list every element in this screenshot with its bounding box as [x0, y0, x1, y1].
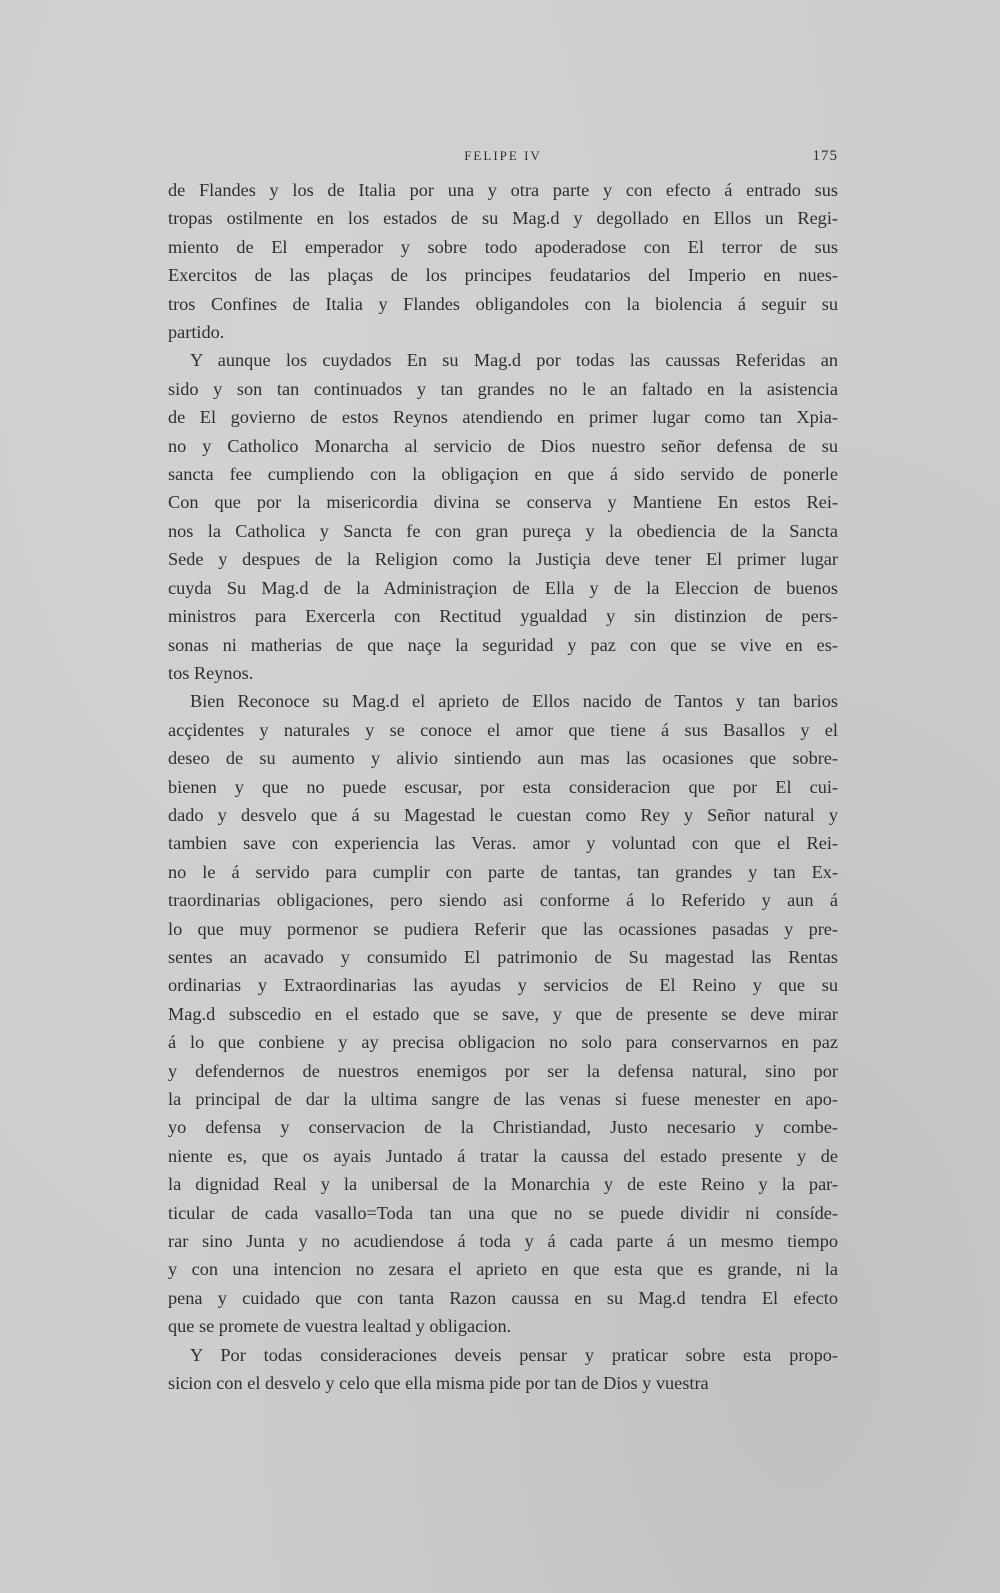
text-line: sonas ni matherias de que naçe la seguridad y paz con que se vive en es-: [168, 634, 838, 655]
text-line: nos la Catholica y Sancta fe con gran pureça y la obediencia de la Sancta: [168, 520, 838, 541]
text-line: tambien save con experiencia las Veras. amor y voluntad con que el Rei-: [168, 833, 838, 854]
text-line: Mag.d subscedio en el estado que se save, y que de presente se deve mirar: [168, 1003, 838, 1024]
text-line: Con que por la misericordia divina se conserva y Mantiene En estos Rei-: [168, 492, 838, 513]
text-line: ministros para Exercerla con Rectitud ygualdad y sin distinzion de pers-: [168, 606, 838, 627]
text-line: Bien Reconoce su Mag.d el aprieto de Ellos nacido de Tantos y tan barios: [190, 691, 838, 712]
text-line: niente es, que os ayais Juntado á tratar la caussa del estado presente y de: [168, 1145, 838, 1166]
text-line: Y aunque los cuydados En su Mag.d por todas las caussas Referidas an: [190, 350, 838, 371]
text-line: ticular de cada vasallo=Toda tan una que no se puede dividir ni consíde-: [168, 1202, 838, 1223]
text-line: sancta fee cumpliendo con la obligaçion en que á sido servido de ponerle: [168, 464, 838, 485]
text-line: Y Por todas consideraciones deveis pensar y praticar sobre esta propo-: [190, 1344, 838, 1365]
text-line: no y Catholico Monarcha al servicio de Dios nuestro señor defensa de su: [168, 435, 838, 456]
text-line: bienen y que no puede escusar, por esta consideracion que por El cui-: [168, 776, 838, 797]
text-line: y con una intencion no zesara el aprieto en que esta que es grande, ni la: [168, 1259, 838, 1280]
text-line: tros Confines de Italia y Flandes obligandoles con la biolencia á seguir su: [168, 293, 838, 314]
text-line: sentes an acavado y consumido El patrimonio de Su magestad las Rentas: [168, 946, 838, 967]
text-line: ordinarias y Extraordinarias las ayudas y servicios de El Reino y que su: [168, 975, 838, 996]
paragraph: [168, 176, 838, 346]
text-line: cuyda Su Mag.d de la Administraçion de Ella y de la Eleccion de buenos: [168, 577, 838, 598]
body-text: [168, 176, 838, 1397]
text-line: yo defensa y conservacion de la Christiandad, Justo necesario y combe-: [168, 1117, 838, 1138]
paragraph: [168, 346, 838, 687]
paragraph: [168, 1341, 838, 1398]
page-number: 175: [812, 148, 838, 164]
text-line: sido y son tan continuados y tan grandes no le an faltado en la asistencia: [168, 378, 838, 399]
text-line: no le á servido para cumplir con parte de tantas, tan grandes y tan Ex-: [168, 861, 838, 882]
text-line: á lo que conbiene y ay precisa obligacion no solo para conservarnos en paz: [168, 1032, 838, 1053]
text-line: y defendernos de nuestros enemigos por ser la defensa natural, sino por: [168, 1060, 838, 1081]
text-line: la dignidad Real y la unibersal de la Monarchia y de este Reino y la par-: [168, 1174, 838, 1195]
running-title: FELIPE IV: [464, 148, 542, 163]
text-line: miento de El emperador y sobre todo apoderadose con El terror de sus: [168, 236, 838, 257]
text-line: rar sino Junta y no acudiendose á toda y á cada parte á un mesmo tiempo: [168, 1231, 838, 1252]
text-line: deseo de su aumento y alivio sintiendo aun mas las ocasiones que sobre-: [168, 748, 838, 769]
text-line: Sede y despues de la Religion como la Justiçia deve tener El primer lugar: [168, 549, 838, 570]
text-line: traordinarias obligaciones, pero siendo asi conforme á lo Referido y aun á: [168, 890, 838, 911]
paragraph: [168, 687, 838, 1340]
text-line: de Flandes y los de Italia por una y otra parte y con efecto á entrado sus: [168, 180, 838, 200]
text-line: pena y cuidado que con tanta Razon caussa en su Mag.d tendra El efecto: [168, 1287, 838, 1308]
text-line: tos Reynos.: [168, 662, 254, 683]
text-line: de El govierno de estos Reynos atendiendo en primer lugar como tan Xpia-: [168, 407, 838, 428]
text-line: la principal de dar la ultima sangre de las venas si fuese menester en apo-: [168, 1089, 838, 1109]
text-line: que se promete de vuestra lealtad y obligacion.: [168, 1316, 512, 1337]
text-line: acçidentes y naturales y se conoce el amor que tiene á sus Basallos y el: [168, 719, 838, 740]
text-line: lo que muy pormenor se pudiera Referir que las ocassiones pasadas y pre-: [168, 918, 838, 939]
text-line: partido.: [168, 322, 225, 343]
text-line: sicion con el desvelo y celo que ella misma pide por tan de Dios y vuestra: [168, 1373, 709, 1394]
text-line: dado y desvelo que á su Magestad le cuestan como Rey y Señor natural y: [168, 804, 838, 825]
text-line: tropas ostilmente en los estados de su Mag.d y degollado en Ellos un Regi-: [168, 208, 838, 229]
running-head: [168, 148, 838, 170]
text-line: Exercitos de las plaças de los principes feudatarios del Imperio en nues-: [168, 265, 838, 286]
